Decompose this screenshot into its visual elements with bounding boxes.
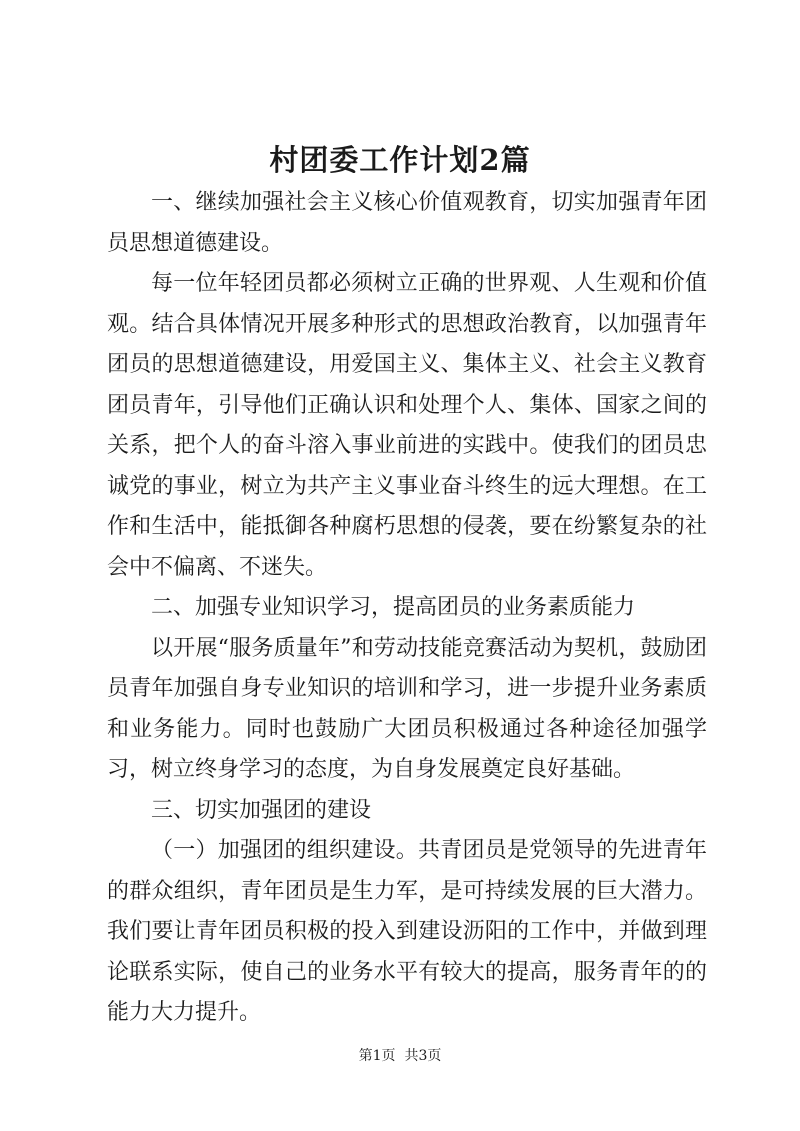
- paragraph: 每一位年轻团员都必须树立正确的世界观、人生观和价值观。结合具体情况开展多种形式的思想政治教育，以加强青年团员的思想道德建设，用爱国主义、集体主义、社会主义教育团员青年，引导他们正确认识和处理个人、集体、国家之间的关系，把个人的奋斗溶入事业前进的实践中。使我们的团员忠诚党的事业，树立为共产主义事业奋斗终生的远大理想。在工作和生活中，能抵御各种腐朽思想的侵袭，要在纷繁复杂的社会中不偏离、不迷失。: [107, 271, 707, 580]
- section-heading-2: 二、加强专业知识学习，提高团员的业务素质能力: [151, 595, 636, 620]
- page-footer: [0, 1046, 800, 1066]
- page-number: 第1页 共3页: [358, 1048, 442, 1064]
- paragraph: 以开展“服务质量年”和劳动技能竞赛活动为契机，鼓励团员青年加强自身专业知识的培训和学习，进一步提升业务素质和业务能力。同时也鼓励广大团员积极通过各种途径加强学习，树立终身学习的态度，为自身发展奠定良好基础。: [107, 635, 707, 782]
- paragraph: （一）加强团的组织建设。共青团员是党领导的先进青年的群众组织，青年团员是生力军，是可持续发展的巨大潜力。我们要让青年团员积极的投入到建设沥阳的工作中，并做到理论联系实际，使自己的业务水平有较大的提高，服务青年的的能力大力提升。: [107, 838, 707, 1025]
- section-heading-1: 一、继续加强社会主义核心价值观教育，切实加强青年团员思想道德建设。: [107, 190, 707, 256]
- document-title: 村团委工作计划2篇: [269, 143, 531, 177]
- section-heading-3: 三、切实加强团的建设: [151, 797, 372, 823]
- document-body: [107, 183, 707, 1034]
